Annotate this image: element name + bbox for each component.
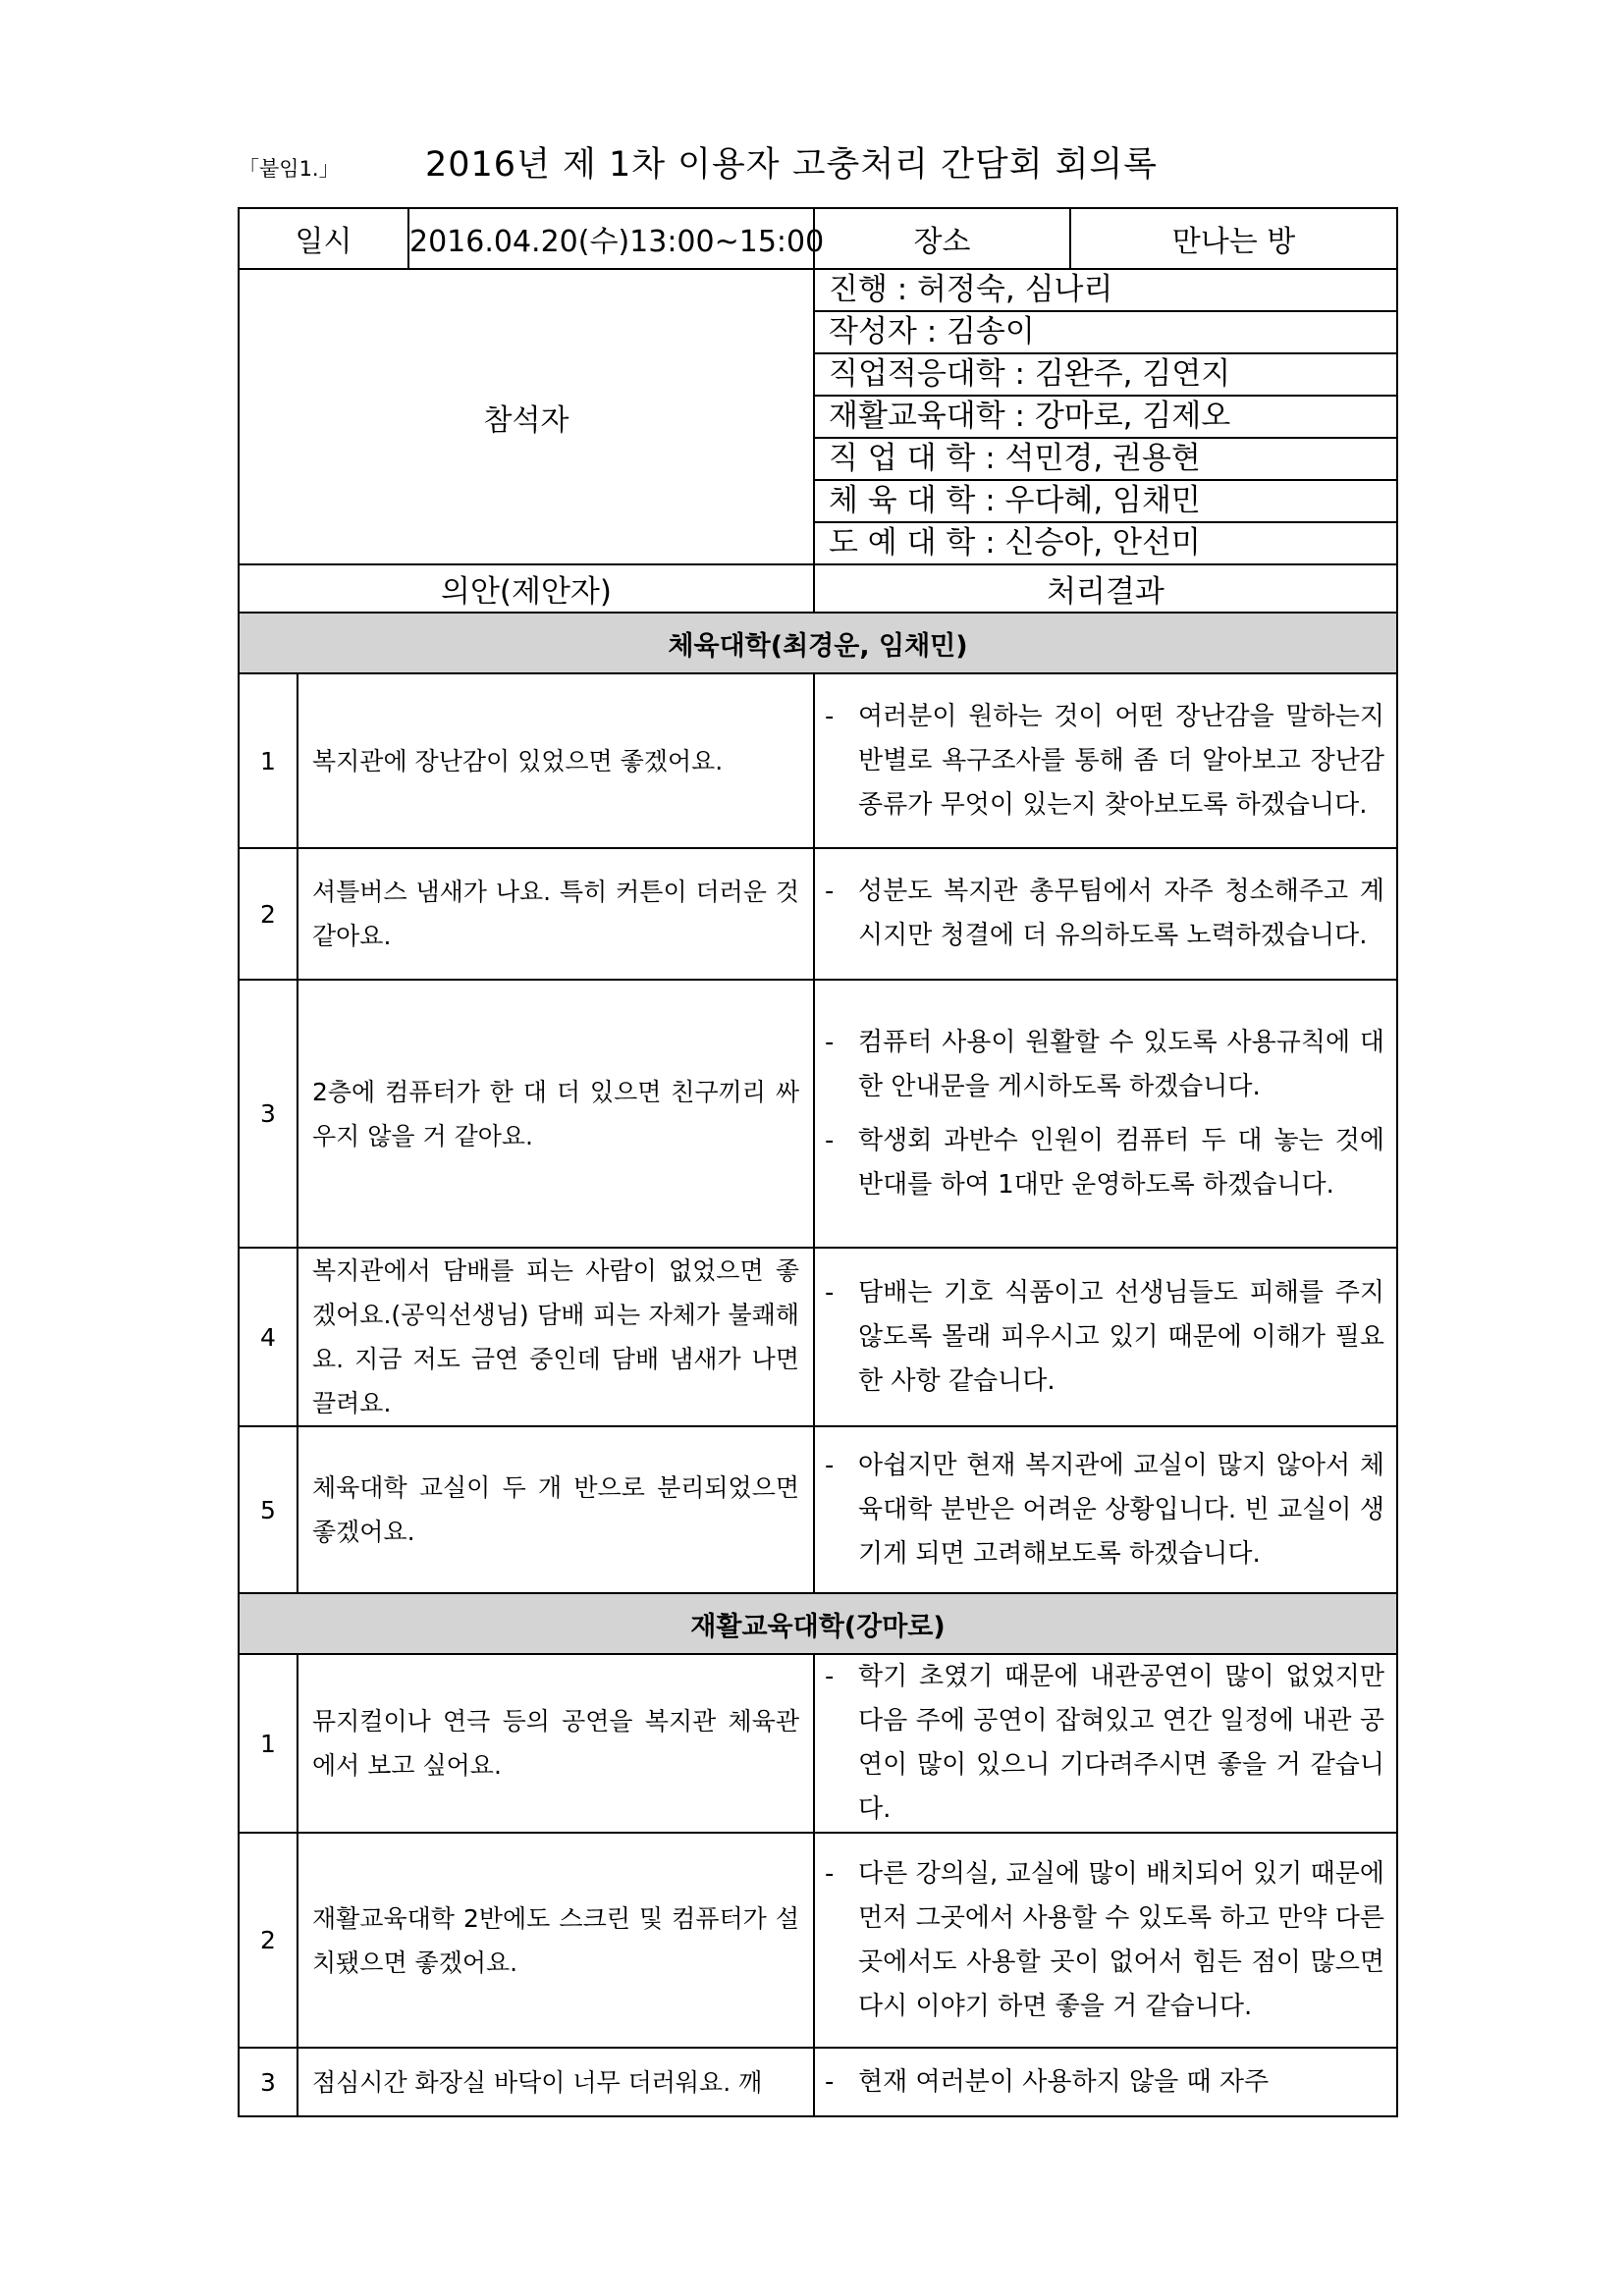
- document-title: 2016년 제 1차 이용자 고충처리 간담회 회의록: [425, 145, 1159, 185]
- result-cell: [814, 1833, 1397, 2048]
- agenda-row: [239, 1426, 1397, 1593]
- agenda-text: 뮤지컬이나 연극 등의 공연을 복지관 체육관에서 보고 싶어요.: [298, 1654, 814, 1833]
- attachment-label: 「붙임1.」: [239, 157, 340, 181]
- result-item: [825, 1119, 1384, 1207]
- result-text: 다른 강의실, 교실에 많이 배치되어 있기 때문에 먼저 그곳에서 사용할 수 있도록 하고 만약 다른 곳에서도 사용할 곳이 없어서 힘든 점이 많으면 다시 이야기 하면 좋을 거 같습니다.: [858, 1858, 1384, 2021]
- result-text: 여러분이 원하는 것이 어떤 장난감을 말하는지 반별로 욕구조사를 통해 좀 더 알아보고 장난감 종류가 무엇이 있는지 찾아보도록 하겠습니다.: [858, 701, 1384, 820]
- document-header: [239, 137, 1397, 187]
- result-item: [825, 1271, 1384, 1404]
- section-header-row: [239, 1593, 1397, 1654]
- item-number: 3: [239, 980, 298, 1248]
- date-label: 일시: [239, 208, 408, 269]
- result-text: 컴퓨터 사용이 원활할 수 있도록 사용규칙에 대한 안내문을 게시하도록 하겠습니다.: [858, 1027, 1384, 1101]
- agenda-text: 재활교육대학 2반에도 스크린 및 컴퓨터가 설치됐으면 좋겠어요.: [298, 1833, 814, 2048]
- agenda-text: 복지관에서 담배를 피는 사람이 없었으면 좋겠어요.(공익선생님) 담배 피는 자체가 불쾌해요. 지금 저도 금연 중인데 담배 냄새가 나면 끌려요.: [298, 1248, 814, 1426]
- agenda-text: 2층에 컴퓨터가 한 대 더 있으면 친구끼리 싸우지 않을 거 같아요.: [298, 980, 814, 1248]
- attendee-line: 직 업 대 학 : 석민경, 권용현: [814, 438, 1397, 480]
- agenda-row: [239, 980, 1397, 1248]
- date-value: 2016.04.20(수)13:00~15:00: [408, 208, 814, 269]
- agenda-row: [239, 1248, 1397, 1426]
- result-cell: [814, 1426, 1397, 1593]
- result-bullet: -: [825, 1277, 835, 1308]
- result-bullet: -: [825, 877, 835, 906]
- result-text: 성분도 복지관 총무팀에서 자주 청소해주고 계시지만 청결에 더 유의하도록 노력하겠습니다.: [858, 877, 1384, 950]
- result-bullet: -: [825, 1662, 835, 1691]
- agenda-row: [239, 673, 1397, 848]
- minutes-table: [238, 207, 1398, 2117]
- item-number: 2: [239, 1833, 298, 2048]
- attendee-row: [239, 269, 1397, 311]
- item-number: 1: [239, 673, 298, 848]
- section-title: 체육대학(최경운, 임채민): [239, 613, 1397, 673]
- result-bullet: -: [825, 1450, 835, 1480]
- result-column-header: 처리결과: [814, 564, 1397, 613]
- attendee-line: 직업적응대학 : 김완주, 김연지: [814, 353, 1397, 396]
- agenda-text: 복지관에 장난감이 있었으면 좋겠어요.: [298, 673, 814, 848]
- result-cell: [814, 1248, 1397, 1426]
- agenda-text: 점심시간 화장실 바닥이 너무 더러워요. 깨: [298, 2048, 814, 2116]
- result-item: [825, 2060, 1384, 2105]
- agenda-text: 체육대학 교실이 두 개 반으로 분리되었으면 좋겠어요.: [298, 1426, 814, 1593]
- result-text: 현재 여러분이 사용하지 않을 때 자주: [858, 2066, 1270, 2097]
- info-row: [239, 208, 1397, 269]
- result-cell: [814, 2048, 1397, 2116]
- result-cell: [814, 673, 1397, 848]
- section-title: 재활교육대학(강마로): [239, 1593, 1397, 1654]
- agenda-column-header: 의안(제안자): [239, 564, 814, 613]
- attendee-line: 재활교육대학 : 강마로, 김제오: [814, 396, 1397, 438]
- result-cell: [814, 848, 1397, 980]
- result-text: 학기 초였기 때문에 내관공연이 많이 없었지만 다음 주에 공연이 잡혀있고 연간 일정에 내관 공연이 많이 있으니 기다려주시면 좋을 거 같습니다.: [858, 1662, 1384, 1824]
- agenda-row: [239, 1833, 1397, 2048]
- agenda-row: [239, 2048, 1397, 2116]
- result-bullet: -: [825, 1858, 835, 1889]
- item-number: 1: [239, 1654, 298, 1833]
- result-item: [825, 1852, 1384, 2029]
- result-item: [825, 1655, 1384, 1832]
- agenda-row: [239, 1654, 1397, 1833]
- result-bullet: -: [825, 701, 835, 731]
- item-number: 3: [239, 2048, 298, 2116]
- item-number: 5: [239, 1426, 298, 1593]
- section-header-row: [239, 613, 1397, 673]
- attendee-line: 진행 : 허정숙, 심나리: [814, 269, 1397, 311]
- attendee-line: 도 예 대 학 : 신승아, 안선미: [814, 522, 1397, 564]
- place-value: 만나는 방: [1070, 208, 1397, 269]
- result-text: 담배는 기호 식품이고 선생님들도 피해를 주지 않도록 몰래 피우시고 있기 때문에 이해가 필요한 사항 같습니다.: [858, 1277, 1384, 1396]
- result-bullet: -: [825, 1125, 835, 1155]
- result-text: 학생회 과반수 인원이 컴퓨터 두 대 놓는 것에 반대를 하여 1대만 운영하도록 하겠습니다.: [858, 1125, 1384, 1200]
- item-number: 2: [239, 848, 298, 980]
- result-cell: [814, 1654, 1397, 1833]
- attendee-line: 체 육 대 학 : 우다혜, 임채민: [814, 480, 1397, 522]
- result-item: [825, 695, 1384, 828]
- result-bullet: -: [825, 2066, 835, 2097]
- column-header-row: [239, 564, 1397, 613]
- place-label: 장소: [814, 208, 1070, 269]
- item-number: 4: [239, 1248, 298, 1426]
- attendees-label: 참석자: [239, 269, 814, 564]
- attendee-line: 작성자 : 김송이: [814, 311, 1397, 353]
- result-cell: [814, 980, 1397, 1248]
- result-item: [825, 1444, 1384, 1576]
- result-item: [825, 1021, 1384, 1109]
- result-text: 아쉽지만 현재 복지관에 교실이 많지 않아서 체육대학 분반은 어려운 상황입니다. 빈 교실이 생기게 되면 고려해보도록 하겠습니다.: [858, 1450, 1384, 1569]
- agenda-row: [239, 848, 1397, 980]
- agenda-text: 셔틀버스 냄새가 나요. 특히 커튼이 더러운 것 같아요.: [298, 848, 814, 980]
- result-item: [825, 870, 1384, 958]
- result-bullet: -: [825, 1027, 835, 1057]
